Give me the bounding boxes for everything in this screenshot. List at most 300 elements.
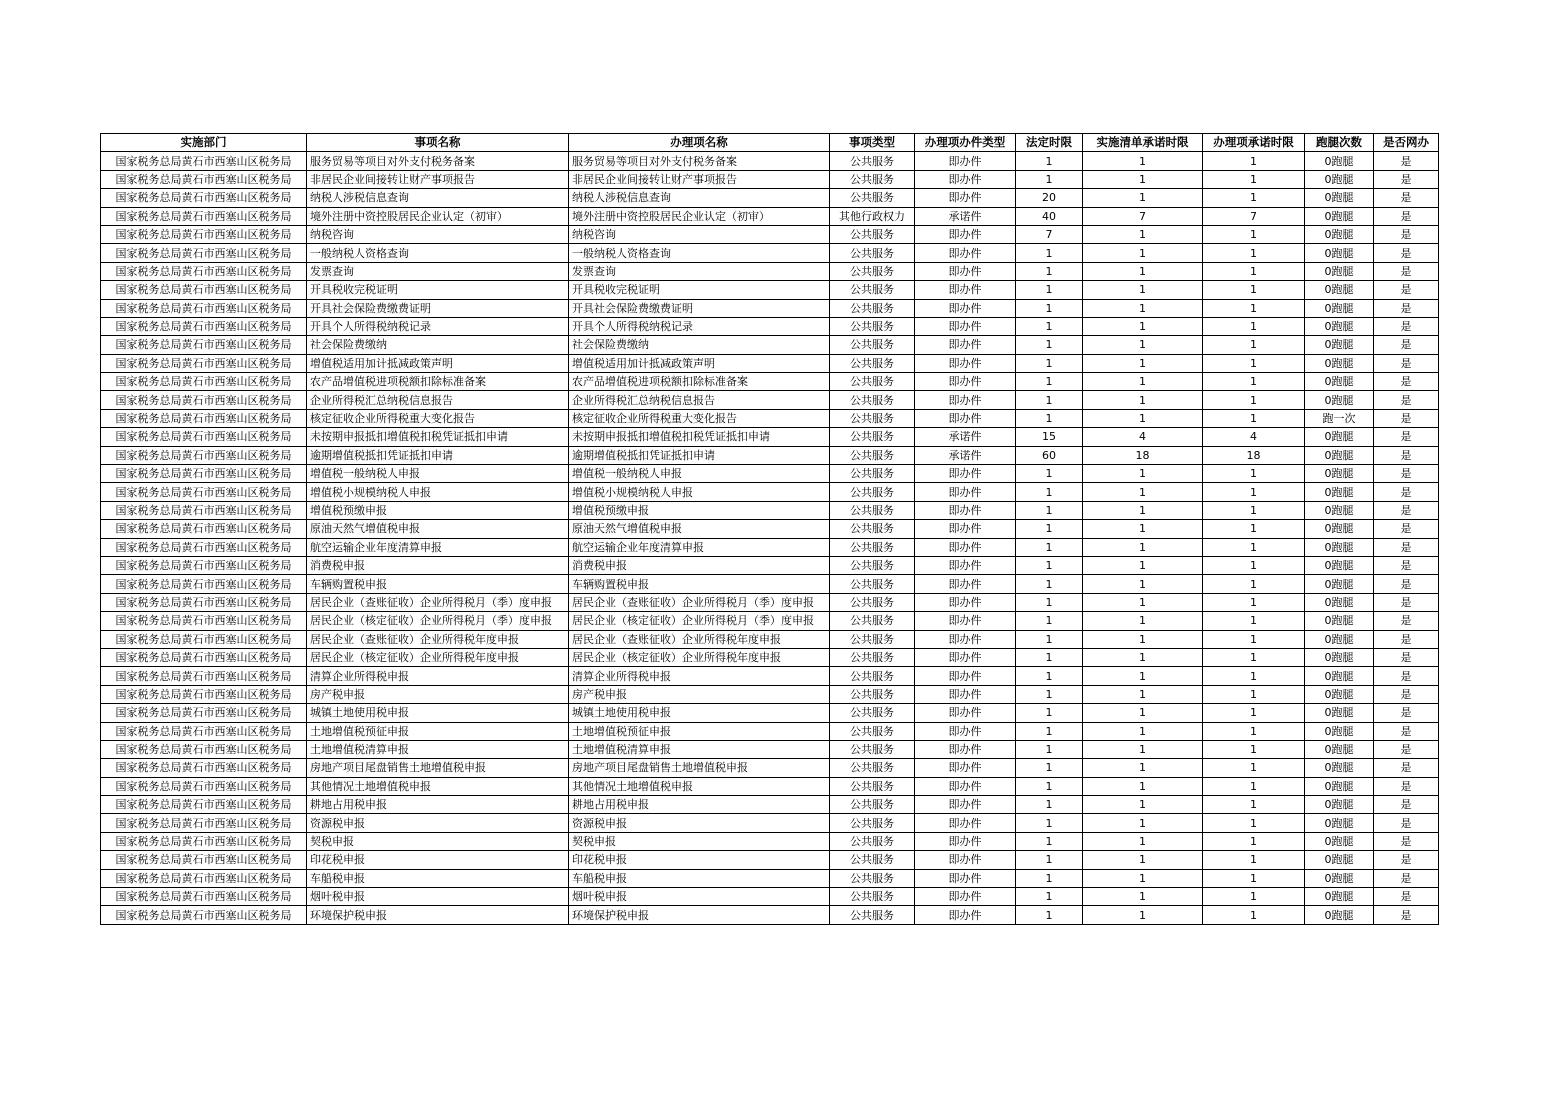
- handle-item-cell: 车船税申报: [569, 869, 830, 887]
- dept-cell: 国家税务总局黄石市西塞山区税务局: [101, 207, 307, 225]
- handle-commit-limit-header: 办理项承诺时限: [1203, 134, 1305, 152]
- item-name-cell: 开具社会保险费缴费证明: [307, 299, 569, 317]
- online-cell: 是: [1374, 814, 1439, 832]
- visits-cell: 0跑腿: [1305, 612, 1374, 630]
- visits-cell: 0跑腿: [1305, 281, 1374, 299]
- list-commit-limit-cell: 1: [1083, 409, 1203, 427]
- dept-cell: 国家税务总局黄石市西塞山区税务局: [101, 796, 307, 814]
- item-type-cell: 公共服务: [830, 704, 915, 722]
- handle-commit-limit-cell: 1: [1203, 556, 1305, 574]
- legal-limit-cell: 1: [1016, 777, 1083, 795]
- dept-cell: 国家税务总局黄石市西塞山区税务局: [101, 612, 307, 630]
- handle-item-cell: 增值税适用加计抵减政策声明: [569, 354, 830, 372]
- item-type-cell: 公共服务: [830, 225, 915, 243]
- dept-cell: 国家税务总局黄石市西塞山区税务局: [101, 299, 307, 317]
- online-cell: 是: [1374, 244, 1439, 262]
- handle-item-cell: 原油天然气增值税申报: [569, 520, 830, 538]
- list-commit-limit-cell: 1: [1083, 832, 1203, 850]
- item-type-cell: 公共服务: [830, 869, 915, 887]
- case-type-cell: 即办件: [915, 906, 1016, 924]
- item-type-cell: 公共服务: [830, 648, 915, 666]
- case-type-cell: 即办件: [915, 189, 1016, 207]
- list-commit-limit-cell: 1: [1083, 906, 1203, 924]
- table-row: [101, 317, 1439, 335]
- handle-item-cell: 土地增值税预征申报: [569, 722, 830, 740]
- dept-cell: 国家税务总局黄石市西塞山区税务局: [101, 777, 307, 795]
- handle-item-cell: 开具税收完税证明: [569, 281, 830, 299]
- item-type-cell: 公共服务: [830, 317, 915, 335]
- list-commit-limit-cell: 1: [1083, 170, 1203, 188]
- handle-item-cell: 农产品增值税进项税额扣除标准备案: [569, 373, 830, 391]
- dept-cell: 国家税务总局黄石市西塞山区税务局: [101, 336, 307, 354]
- list-commit-limit-cell: 1: [1083, 888, 1203, 906]
- case-type-cell: 即办件: [915, 391, 1016, 409]
- visits-header: 跑腿次数: [1305, 134, 1374, 152]
- table-row: [101, 538, 1439, 556]
- list-commit-limit-cell: 1: [1083, 465, 1203, 483]
- visits-cell: 0跑腿: [1305, 906, 1374, 924]
- service-items-sheet: [100, 133, 1439, 925]
- handle-commit-limit-cell: 1: [1203, 575, 1305, 593]
- visits-cell: 0跑腿: [1305, 428, 1374, 446]
- online-cell: 是: [1374, 391, 1439, 409]
- online-header: 是否网办: [1374, 134, 1439, 152]
- online-cell: 是: [1374, 832, 1439, 850]
- dept-cell: 国家税务总局黄石市西塞山区税务局: [101, 648, 307, 666]
- handle-commit-limit-cell: 1: [1203, 225, 1305, 243]
- list-commit-limit-cell: 1: [1083, 593, 1203, 611]
- visits-cell: 0跑腿: [1305, 244, 1374, 262]
- list-commit-limit-header: 实施清单承诺时限: [1083, 134, 1203, 152]
- visits-cell: 0跑腿: [1305, 373, 1374, 391]
- item-type-cell: 公共服务: [830, 814, 915, 832]
- legal-limit-cell: 1: [1016, 299, 1083, 317]
- handle-item-cell: 开具个人所得税纳税记录: [569, 317, 830, 335]
- table-row: [101, 612, 1439, 630]
- online-cell: 是: [1374, 170, 1439, 188]
- case-type-cell: 即办件: [915, 225, 1016, 243]
- list-commit-limit-cell: 1: [1083, 556, 1203, 574]
- list-commit-limit-cell: 1: [1083, 722, 1203, 740]
- online-cell: 是: [1374, 556, 1439, 574]
- item-type-cell: 公共服务: [830, 832, 915, 850]
- legal-limit-cell: 1: [1016, 520, 1083, 538]
- item-name-cell: 纳税咨询: [307, 225, 569, 243]
- visits-cell: 0跑腿: [1305, 262, 1374, 280]
- item-name-cell: 居民企业（核定征收）企业所得税年度申报: [307, 648, 569, 666]
- item-name-cell: 土地增值税预征申报: [307, 722, 569, 740]
- handle-commit-limit-cell: 1: [1203, 281, 1305, 299]
- list-commit-limit-cell: 1: [1083, 814, 1203, 832]
- handle-item-cell: 增值税一般纳税人申报: [569, 465, 830, 483]
- table-row: [101, 869, 1439, 887]
- legal-limit-cell: 1: [1016, 244, 1083, 262]
- item-type-cell: 公共服务: [830, 152, 915, 170]
- table-row: [101, 281, 1439, 299]
- handle-item-cell: 契税申报: [569, 832, 830, 850]
- list-commit-limit-cell: 1: [1083, 851, 1203, 869]
- item-name-cell: 耕地占用税申报: [307, 796, 569, 814]
- visits-cell: 0跑腿: [1305, 648, 1374, 666]
- handle-item-cell: 社会保险费缴纳: [569, 336, 830, 354]
- list-commit-limit-cell: 1: [1083, 777, 1203, 795]
- online-cell: 是: [1374, 685, 1439, 703]
- case-type-cell: 即办件: [915, 465, 1016, 483]
- item-type-cell: 公共服务: [830, 796, 915, 814]
- dept-cell: 国家税务总局黄石市西塞山区税务局: [101, 262, 307, 280]
- handle-commit-limit-cell: 1: [1203, 593, 1305, 611]
- case-type-cell: 即办件: [915, 354, 1016, 372]
- handle-item-cell: 资源税申报: [569, 814, 830, 832]
- item-name-cell: 居民企业（查账征收）企业所得税年度申报: [307, 630, 569, 648]
- legal-limit-cell: 1: [1016, 152, 1083, 170]
- table-row: [101, 170, 1439, 188]
- item-name-cell: 航空运输企业年度清算申报: [307, 538, 569, 556]
- table-row: [101, 704, 1439, 722]
- list-commit-limit-cell: 1: [1083, 354, 1203, 372]
- legal-limit-cell: 1: [1016, 832, 1083, 850]
- list-commit-limit-cell: 1: [1083, 630, 1203, 648]
- table-row: [101, 391, 1439, 409]
- dept-cell: 国家税务总局黄石市西塞山区税务局: [101, 373, 307, 391]
- list-commit-limit-cell: 1: [1083, 225, 1203, 243]
- table-row: [101, 373, 1439, 391]
- item-type-cell: 公共服务: [830, 685, 915, 703]
- handle-commit-limit-cell: 1: [1203, 299, 1305, 317]
- case-type-cell: 即办件: [915, 336, 1016, 354]
- list-commit-limit-cell: 1: [1083, 648, 1203, 666]
- online-cell: 是: [1374, 906, 1439, 924]
- item-type-cell: 公共服务: [830, 299, 915, 317]
- item-name-cell: 增值税小规模纳税人申报: [307, 483, 569, 501]
- handle-item-cell: 清算企业所得税申报: [569, 667, 830, 685]
- list-commit-limit-cell: 1: [1083, 520, 1203, 538]
- dept-cell: 国家税务总局黄石市西塞山区税务局: [101, 575, 307, 593]
- legal-limit-cell: 1: [1016, 851, 1083, 869]
- visits-cell: 0跑腿: [1305, 317, 1374, 335]
- handle-commit-limit-cell: 1: [1203, 501, 1305, 519]
- legal-limit-cell: 20: [1016, 189, 1083, 207]
- handle-item-cell: 发票查询: [569, 262, 830, 280]
- table-row: [101, 888, 1439, 906]
- visits-cell: 0跑腿: [1305, 851, 1374, 869]
- case-type-cell: 即办件: [915, 152, 1016, 170]
- item-type-cell: 公共服务: [830, 593, 915, 611]
- dept-cell: 国家税务总局黄石市西塞山区税务局: [101, 317, 307, 335]
- list-commit-limit-cell: 7: [1083, 207, 1203, 225]
- legal-limit-cell: 1: [1016, 317, 1083, 335]
- handle-commit-limit-cell: 1: [1203, 759, 1305, 777]
- list-commit-limit-cell: 18: [1083, 446, 1203, 464]
- handle-commit-limit-cell: 1: [1203, 538, 1305, 556]
- item-name-cell: 一般纳税人资格查询: [307, 244, 569, 262]
- handle-item-cell: 居民企业（核定征收）企业所得税年度申报: [569, 648, 830, 666]
- visits-cell: 0跑腿: [1305, 170, 1374, 188]
- dept-cell: 国家税务总局黄石市西塞山区税务局: [101, 704, 307, 722]
- case-type-cell: 即办件: [915, 170, 1016, 188]
- handle-commit-limit-cell: 1: [1203, 317, 1305, 335]
- list-commit-limit-cell: 1: [1083, 244, 1203, 262]
- handle-item-cell: 境外注册中资控股居民企业认定（初审）: [569, 207, 830, 225]
- legal-limit-cell: 1: [1016, 888, 1083, 906]
- item-type-cell: 公共服务: [830, 777, 915, 795]
- handle-item-cell: 耕地占用税申报: [569, 796, 830, 814]
- table-row: [101, 501, 1439, 519]
- dept-cell: 国家税务总局黄石市西塞山区税务局: [101, 759, 307, 777]
- handle-item-cell: 居民企业（查账征收）企业所得税年度申报: [569, 630, 830, 648]
- dept-cell: 国家税务总局黄石市西塞山区税务局: [101, 832, 307, 850]
- table-row: [101, 299, 1439, 317]
- visits-cell: 0跑腿: [1305, 538, 1374, 556]
- visits-cell: 0跑腿: [1305, 520, 1374, 538]
- list-commit-limit-cell: 1: [1083, 152, 1203, 170]
- visits-cell: 0跑腿: [1305, 501, 1374, 519]
- item-type-cell: 公共服务: [830, 391, 915, 409]
- item-name-cell: 社会保险费缴纳: [307, 336, 569, 354]
- item-type-cell: 公共服务: [830, 281, 915, 299]
- legal-limit-cell: 1: [1016, 722, 1083, 740]
- dept-cell: 国家税务总局黄石市西塞山区税务局: [101, 465, 307, 483]
- dept-cell: 国家税务总局黄石市西塞山区税务局: [101, 152, 307, 170]
- item-name-cell: 非居民企业间接转让财产事项报告: [307, 170, 569, 188]
- case-type-cell: 即办件: [915, 740, 1016, 758]
- visits-cell: 0跑腿: [1305, 225, 1374, 243]
- legal-limit-cell: 1: [1016, 465, 1083, 483]
- dept-cell: 国家税务总局黄石市西塞山区税务局: [101, 501, 307, 519]
- item-name-cell: 增值税预缴申报: [307, 501, 569, 519]
- online-cell: 是: [1374, 648, 1439, 666]
- online-cell: 是: [1374, 851, 1439, 869]
- legal-limit-cell: 60: [1016, 446, 1083, 464]
- table-row: [101, 244, 1439, 262]
- visits-cell: 0跑腿: [1305, 722, 1374, 740]
- visits-cell: 0跑腿: [1305, 391, 1374, 409]
- dept-cell: 国家税务总局黄石市西塞山区税务局: [101, 538, 307, 556]
- list-commit-limit-cell: 1: [1083, 299, 1203, 317]
- table-row: [101, 648, 1439, 666]
- table-row: [101, 630, 1439, 648]
- case-type-cell: 承诺件: [915, 207, 1016, 225]
- case-type-cell: 即办件: [915, 648, 1016, 666]
- visits-cell: 0跑腿: [1305, 832, 1374, 850]
- table-row: [101, 685, 1439, 703]
- dept-cell: 国家税务总局黄石市西塞山区税务局: [101, 446, 307, 464]
- online-cell: 是: [1374, 428, 1439, 446]
- table-row: [101, 336, 1439, 354]
- handle-item-cell: 房产税申报: [569, 685, 830, 703]
- legal-limit-cell: 1: [1016, 336, 1083, 354]
- online-cell: 是: [1374, 796, 1439, 814]
- table-row: [101, 851, 1439, 869]
- online-cell: 是: [1374, 888, 1439, 906]
- table-row: [101, 152, 1439, 170]
- list-commit-limit-cell: 1: [1083, 612, 1203, 630]
- case-type-cell: 即办件: [915, 814, 1016, 832]
- item-type-cell: 公共服务: [830, 244, 915, 262]
- handle-item-cell: 居民企业（查账征收）企业所得税月（季）度申报: [569, 593, 830, 611]
- legal-limit-cell: 1: [1016, 281, 1083, 299]
- table-row: [101, 446, 1439, 464]
- dept-cell: 国家税务总局黄石市西塞山区税务局: [101, 593, 307, 611]
- table-row: [101, 207, 1439, 225]
- handle-item-cell: 消费税申报: [569, 556, 830, 574]
- online-cell: 是: [1374, 612, 1439, 630]
- table-row: [101, 409, 1439, 427]
- handle-commit-limit-cell: 18: [1203, 446, 1305, 464]
- handle-item-cell: 未按期申报抵扣增值税扣税凭证抵扣申请: [569, 428, 830, 446]
- legal-limit-cell: 1: [1016, 373, 1083, 391]
- handle-item-cell: 纳税人涉税信息查询: [569, 189, 830, 207]
- table-row: [101, 906, 1439, 924]
- handle-item-cell: 印花税申报: [569, 851, 830, 869]
- item-name-cell: 环境保护税申报: [307, 906, 569, 924]
- case-type-cell: 即办件: [915, 832, 1016, 850]
- handle-item-cell: 车辆购置税申报: [569, 575, 830, 593]
- visits-cell: 0跑腿: [1305, 593, 1374, 611]
- list-commit-limit-cell: 1: [1083, 189, 1203, 207]
- handle-item-cell: 航空运输企业年度清算申报: [569, 538, 830, 556]
- item-name-header: 事项名称: [307, 134, 569, 152]
- handle-commit-limit-cell: 1: [1203, 667, 1305, 685]
- dept-cell: 国家税务总局黄石市西塞山区税务局: [101, 225, 307, 243]
- visits-cell: 0跑腿: [1305, 446, 1374, 464]
- visits-cell: 0跑腿: [1305, 336, 1374, 354]
- list-commit-limit-cell: 1: [1083, 575, 1203, 593]
- case-type-cell: 即办件: [915, 483, 1016, 501]
- table-row: [101, 483, 1439, 501]
- item-type-cell: 公共服务: [830, 612, 915, 630]
- handle-commit-limit-cell: 7: [1203, 207, 1305, 225]
- list-commit-limit-cell: 1: [1083, 685, 1203, 703]
- legal-limit-cell: 1: [1016, 906, 1083, 924]
- item-name-cell: 服务贸易等项目对外支付税务备案: [307, 152, 569, 170]
- dept-cell: 国家税务总局黄石市西塞山区税务局: [101, 244, 307, 262]
- online-cell: 是: [1374, 207, 1439, 225]
- item-type-cell: 公共服务: [830, 556, 915, 574]
- legal-limit-cell: 40: [1016, 207, 1083, 225]
- handle-commit-limit-cell: 1: [1203, 391, 1305, 409]
- item-type-cell: 公共服务: [830, 740, 915, 758]
- visits-cell: 0跑腿: [1305, 354, 1374, 372]
- list-commit-limit-cell: 1: [1083, 759, 1203, 777]
- case-type-cell: 即办件: [915, 722, 1016, 740]
- handle-commit-limit-cell: 1: [1203, 354, 1305, 372]
- item-name-cell: 增值税一般纳税人申报: [307, 465, 569, 483]
- visits-cell: 0跑腿: [1305, 152, 1374, 170]
- visits-cell: 0跑腿: [1305, 299, 1374, 317]
- list-commit-limit-cell: 1: [1083, 538, 1203, 556]
- table-body: [101, 152, 1439, 924]
- table-row: [101, 225, 1439, 243]
- legal-limit-cell: 1: [1016, 354, 1083, 372]
- handle-item-cell: 居民企业（核定征收）企业所得税月（季）度申报: [569, 612, 830, 630]
- list-commit-limit-cell: 1: [1083, 317, 1203, 335]
- case-type-cell: 即办件: [915, 520, 1016, 538]
- item-type-cell: 公共服务: [830, 465, 915, 483]
- handle-commit-limit-cell: 1: [1203, 740, 1305, 758]
- legal-limit-cell: 1: [1016, 740, 1083, 758]
- case-type-cell: 即办件: [915, 796, 1016, 814]
- legal-limit-header: 法定时限: [1016, 134, 1083, 152]
- item-name-cell: 印花税申报: [307, 851, 569, 869]
- list-commit-limit-cell: 1: [1083, 391, 1203, 409]
- item-name-cell: 城镇土地使用税申报: [307, 704, 569, 722]
- online-cell: 是: [1374, 373, 1439, 391]
- item-type-cell: 公共服务: [830, 630, 915, 648]
- handle-item-cell: 环境保护税申报: [569, 906, 830, 924]
- case-type-cell: 即办件: [915, 501, 1016, 519]
- table-row: [101, 740, 1439, 758]
- item-name-cell: 资源税申报: [307, 814, 569, 832]
- item-name-cell: 居民企业（核定征收）企业所得税月（季）度申报: [307, 612, 569, 630]
- case-type-cell: 即办件: [915, 409, 1016, 427]
- case-type-cell: 承诺件: [915, 428, 1016, 446]
- online-cell: 是: [1374, 336, 1439, 354]
- item-name-cell: 土地增值税清算申报: [307, 740, 569, 758]
- online-cell: 是: [1374, 704, 1439, 722]
- item-type-cell: 公共服务: [830, 906, 915, 924]
- table-row: [101, 667, 1439, 685]
- legal-limit-cell: 1: [1016, 538, 1083, 556]
- visits-cell: 0跑腿: [1305, 796, 1374, 814]
- visits-cell: 0跑腿: [1305, 465, 1374, 483]
- list-commit-limit-cell: 1: [1083, 740, 1203, 758]
- list-commit-limit-cell: 1: [1083, 262, 1203, 280]
- list-commit-limit-cell: 1: [1083, 373, 1203, 391]
- legal-limit-cell: 1: [1016, 575, 1083, 593]
- list-commit-limit-cell: 4: [1083, 428, 1203, 446]
- item-type-cell: 公共服务: [830, 336, 915, 354]
- item-type-cell: 公共服务: [830, 667, 915, 685]
- case-type-cell: 即办件: [915, 373, 1016, 391]
- handle-commit-limit-cell: 1: [1203, 851, 1305, 869]
- online-cell: 是: [1374, 354, 1439, 372]
- legal-limit-cell: 1: [1016, 667, 1083, 685]
- online-cell: 是: [1374, 152, 1439, 170]
- dept-cell: 国家税务总局黄石市西塞山区税务局: [101, 520, 307, 538]
- handle-item-cell: 逾期增值税抵扣凭证抵扣申请: [569, 446, 830, 464]
- dept-cell: 国家税务总局黄石市西塞山区税务局: [101, 483, 307, 501]
- list-commit-limit-cell: 1: [1083, 281, 1203, 299]
- handle-commit-limit-cell: 1: [1203, 612, 1305, 630]
- item-type-cell: 公共服务: [830, 428, 915, 446]
- handle-item-cell: 非居民企业间接转让财产事项报告: [569, 170, 830, 188]
- item-type-cell: 公共服务: [830, 722, 915, 740]
- visits-cell: 0跑腿: [1305, 483, 1374, 501]
- online-cell: 是: [1374, 225, 1439, 243]
- online-cell: 是: [1374, 317, 1439, 335]
- handle-item-cell: 增值税小规模纳税人申报: [569, 483, 830, 501]
- list-commit-limit-cell: 1: [1083, 501, 1203, 519]
- table-row: [101, 428, 1439, 446]
- online-cell: 是: [1374, 869, 1439, 887]
- legal-limit-cell: 1: [1016, 704, 1083, 722]
- handle-item-cell: 纳税咨询: [569, 225, 830, 243]
- item-name-cell: 原油天然气增值税申报: [307, 520, 569, 538]
- dept-cell: 国家税务总局黄石市西塞山区税务局: [101, 630, 307, 648]
- item-type-cell: 公共服务: [830, 189, 915, 207]
- item-name-cell: 清算企业所得税申报: [307, 667, 569, 685]
- visits-cell: 0跑腿: [1305, 685, 1374, 703]
- dept-cell: 国家税务总局黄石市西塞山区税务局: [101, 189, 307, 207]
- case-type-cell: 即办件: [915, 299, 1016, 317]
- dept-header: 实施部门: [101, 134, 307, 152]
- item-type-cell: 公共服务: [830, 409, 915, 427]
- item-type-cell: 公共服务: [830, 262, 915, 280]
- legal-limit-cell: 1: [1016, 612, 1083, 630]
- legal-limit-cell: 1: [1016, 262, 1083, 280]
- legal-limit-cell: 7: [1016, 225, 1083, 243]
